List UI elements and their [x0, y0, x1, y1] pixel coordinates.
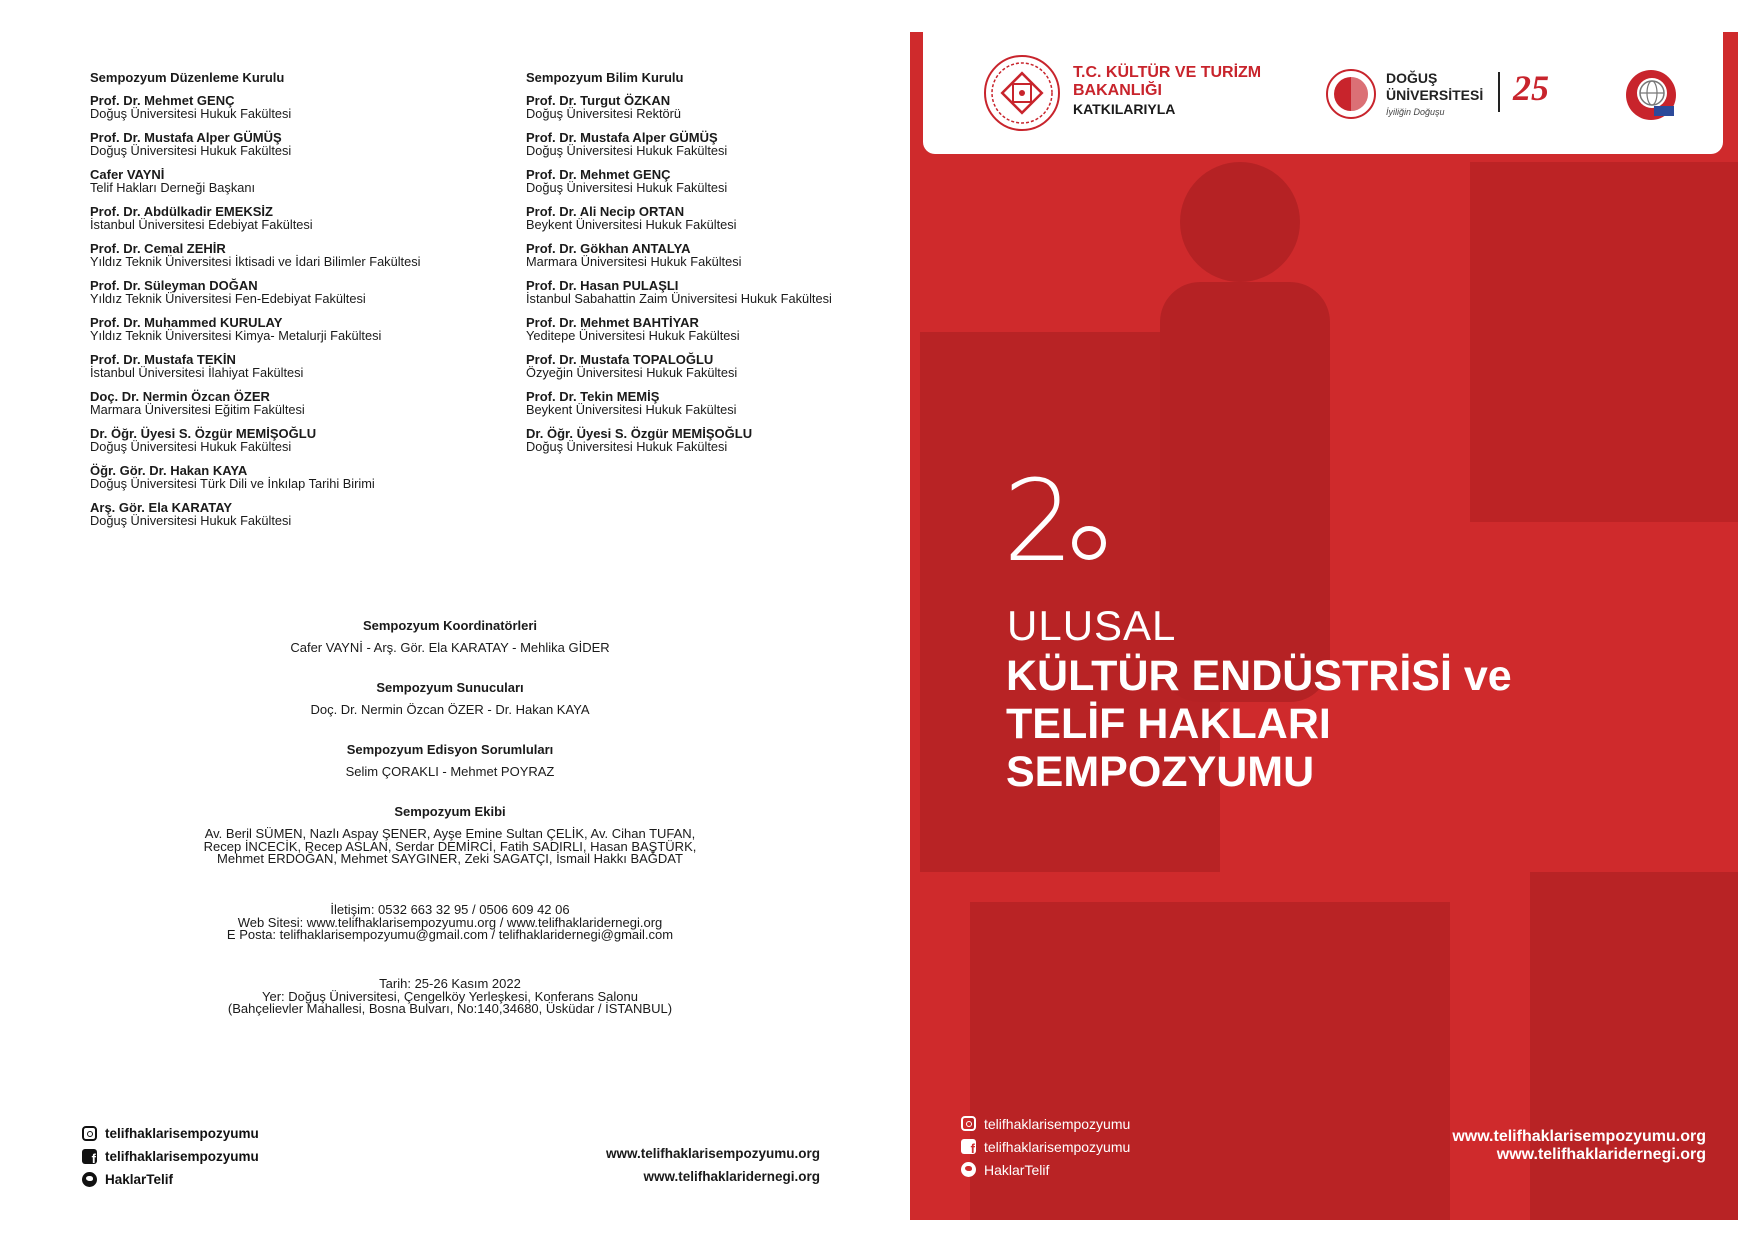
title-line: SEMPOZYUMU — [1006, 748, 1315, 796]
ordinal-dot — [1072, 526, 1106, 560]
left-websites — [606, 1142, 820, 1188]
twitter-icon — [82, 1172, 97, 1187]
member-affiliation: Telif Hakları Derneği Başkanı — [90, 179, 256, 195]
member-name: Prof. Dr. Abdülkadir EMEKSİZ — [90, 204, 273, 219]
facebook-link[interactable] — [82, 1145, 259, 1168]
committee-member — [526, 391, 906, 416]
member-affiliation: İstanbul Üniversitesi İlahiyat Fakültesi — [90, 364, 304, 380]
instagram-link[interactable] — [82, 1122, 259, 1145]
dogus-slogan: İyiliğin Doğuşu — [1386, 107, 1445, 117]
organizing-committee-list — [90, 95, 520, 527]
committee-member — [90, 502, 520, 527]
committee-member — [90, 95, 520, 120]
left-social-links — [82, 1122, 259, 1191]
right-social-links — [961, 1112, 1130, 1181]
committee-member — [526, 354, 906, 379]
logo-divider — [1498, 72, 1500, 112]
website-link-dernek[interactable]: www.telifhaklaridernegi.org — [643, 1169, 820, 1184]
member-name: Prof. Dr. Turgut ÖZKAN — [526, 93, 671, 108]
scientific-committee-title: Sempozyum Bilim Kurulu — [526, 70, 684, 85]
organizing-committee-title: Sempozyum Düzenleme Kurulu — [90, 70, 285, 85]
twitter-icon — [961, 1162, 976, 1177]
member-affiliation: Doğuş Üniversitesi Hukuk Fakültesi — [90, 105, 292, 121]
symposium-title — [1006, 652, 1512, 796]
instagram-link[interactable] — [961, 1112, 1130, 1135]
presenters-names: Doç. Dr. Nermin Özcan ÖZER - Dr. Hakan KAYA — [310, 702, 590, 717]
member-name: Prof. Dr. Süleyman DOĞAN — [90, 278, 258, 293]
committee-member — [90, 280, 520, 305]
member-name: Doç. Dr. Nermin Özcan ÖZER — [90, 389, 270, 404]
date-venue-section — [90, 978, 810, 1016]
member-name: Prof. Dr. Mehmet GENÇ — [526, 167, 671, 182]
member-affiliation: İstanbul Sabahattin Zaim Üniversitesi Hukuk Fakültesi — [526, 290, 832, 306]
edition-title: Sempozyum Edisyon Sorumluları — [346, 742, 554, 757]
coordinators-section — [90, 618, 810, 655]
twitter-handle: HaklarTelif — [105, 1172, 174, 1187]
member-affiliation: Yeditepe Üniversitesi Hukuk Fakültesi — [526, 327, 740, 343]
committee-member — [90, 428, 520, 453]
member-affiliation: Beykent Üniversitesi Hukuk Fakültesi — [526, 401, 737, 417]
event-date: Tarih: 25-26 Kasım 2022 — [379, 976, 521, 991]
member-affiliation: Yıldız Teknik Üniversitesi İktisadi ve İdari Bilimler Fakültesi — [90, 253, 421, 269]
team-line: Mehmet ERDOĞAN, Mehmet SAYGINER, Zeki SAGATÇI, İsmail Hakkı BAĞDAT — [217, 851, 683, 866]
ministry-logo-text — [1073, 64, 1261, 118]
member-name: Prof. Dr. Ali Necip ORTAN — [526, 204, 685, 219]
member-name: Prof. Dr. Mehmet GENÇ — [90, 93, 235, 108]
facebook-icon — [82, 1149, 97, 1164]
thd-logo-icon — [1624, 68, 1678, 122]
twitter-handle: HaklarTelif — [984, 1161, 1050, 1178]
member-affiliation: Doğuş Üniversitesi Hukuk Fakültesi — [526, 142, 728, 158]
committee-member — [90, 243, 520, 268]
contact-web: Web Sitesi: www.telifhaklarisempozyumu.org / www.telifhaklaridernegi.org — [237, 914, 663, 930]
committee-member — [526, 206, 906, 231]
ministry-line3: KATKILARIYLA — [1073, 101, 1176, 117]
committee-member — [90, 169, 520, 194]
ministry-emblem-icon — [983, 54, 1061, 132]
team-title: Sempozyum Ekibi — [394, 804, 506, 819]
dogus-university-logo-icon — [1325, 68, 1377, 120]
committee-member — [90, 132, 520, 157]
committee-member — [90, 354, 520, 379]
committee-member — [526, 243, 906, 268]
contact-phone: İletişim: 0532 663 32 95 / 0506 609 42 06 — [330, 902, 570, 917]
member-name: Prof. Dr. Hasan PULAŞLI — [526, 278, 679, 293]
committee-member — [526, 95, 906, 120]
edition-names: Selim ÇORAKLI - Mehmet POYRAZ — [345, 764, 555, 779]
team-section — [90, 804, 810, 866]
member-affiliation: Yıldız Teknik Üniversitesi Fen-Edebiyat Fakültesi — [90, 290, 366, 306]
coordinators-names: Cafer VAYNİ - Arş. Gör. Ela KARATAY - Mehlika GİDER — [290, 640, 610, 655]
member-affiliation: Marmara Üniversitesi Hukuk Fakültesi — [526, 253, 742, 269]
dogus-logo-text — [1386, 70, 1483, 121]
member-name: Prof. Dr. Mustafa Alper GÜMÜŞ — [526, 130, 718, 145]
member-name: Öğr. Gör. Dr. Hakan KAYA — [90, 463, 248, 478]
website-link-sempozyum[interactable]: www.telifhaklarisempozyumu.org — [605, 1146, 820, 1161]
member-affiliation: Marmara Üniversitesi Eğitim Fakültesi — [90, 401, 305, 417]
facebook-icon — [961, 1139, 976, 1154]
title-line: TELİF HAKLARI — [1006, 700, 1331, 748]
committee-member — [90, 391, 520, 416]
website-link-sempozyum[interactable]: www.telifhaklarisempozyumu.org — [1452, 1128, 1706, 1145]
committee-member — [526, 317, 906, 342]
dogus-line1: DOĞUŞ — [1386, 70, 1438, 86]
presenters-title: Sempozyum Sunucuları — [376, 680, 524, 695]
instagram-icon — [82, 1126, 97, 1141]
instagram-handle: telifhaklarisempozyumu — [105, 1126, 259, 1141]
organizing-committee — [90, 70, 520, 539]
partner-logos-header — [923, 32, 1723, 154]
member-name: Prof. Dr. Mehmet BAHTİYAR — [526, 315, 699, 330]
member-name: Cafer VAYNİ — [90, 167, 165, 182]
cover-page — [910, 32, 1738, 1220]
dogus-line2: ÜNİVERSİTESİ — [1386, 87, 1484, 103]
event-address: (Bahçelievler Mahallesi, Bosna Bulvarı, No:140,34680, Üsküdar / İSTANBUL) — [227, 1001, 673, 1016]
scientific-committee — [526, 70, 906, 465]
scientific-committee-list — [526, 95, 906, 453]
instagram-handle: telifhaklarisempozyumu — [984, 1115, 1131, 1132]
twitter-link[interactable] — [961, 1158, 1130, 1181]
member-affiliation: Doğuş Üniversitesi Hukuk Fakültesi — [90, 142, 292, 158]
contact-section — [90, 904, 810, 942]
member-affiliation: Doğuş Üniversitesi Rektörü — [526, 105, 682, 121]
committee-member — [90, 206, 520, 231]
member-name: Prof. Dr. Tekin MEMİŞ — [526, 389, 660, 404]
contact-email: E Posta: telifhaklarisempozyumu@gmail.com / telifhaklaridernegi@gmail.com — [226, 927, 674, 942]
member-affiliation: Doğuş Üniversitesi Türk Dili ve İnkılap Tarihi Birimi — [90, 475, 375, 491]
committee-member — [90, 465, 520, 490]
member-name: Prof. Dr. Muhammed KURULAY — [90, 315, 283, 330]
presenters-section — [90, 680, 810, 717]
member-name: Prof. Dr. Gökhan ANTALYA — [526, 241, 691, 256]
committee-member — [526, 132, 906, 157]
member-affiliation: Doğuş Üniversitesi Hukuk Fakültesi — [90, 438, 292, 454]
national-label: ULUSAL — [1007, 602, 1177, 649]
edition-number — [1003, 457, 1106, 587]
title-line: KÜLTÜR ENDÜSTRİSİ ve — [1006, 652, 1512, 700]
committee-member — [526, 169, 906, 194]
facebook-handle: telifhaklarisempozyumu — [105, 1149, 259, 1164]
member-name: Dr. Öğr. Üyesi S. Özgür MEMİŞOĞLU — [526, 426, 753, 441]
team-line: Av. Beril SÜMEN, Nazlı Aspay ŞENER, Ayşe Emine Sultan ÇELİK, Av. Cihan TUFAN, — [204, 826, 696, 841]
ministry-line1: T.C. KÜLTÜR VE TURİZM — [1073, 64, 1262, 81]
member-affiliation: Doğuş Üniversitesi Hukuk Fakültesi — [90, 512, 292, 528]
member-affiliation: Doğuş Üniversitesi Hukuk Fakültesi — [526, 179, 728, 195]
facebook-handle: telifhaklarisempozyumu — [984, 1138, 1131, 1155]
event-venue: Yer: Doğuş Üniversitesi, Çengelköy Yerleşkesi, Konferans Salonu — [261, 988, 638, 1004]
member-affiliation: Beykent Üniversitesi Hukuk Fakültesi — [526, 216, 737, 232]
member-affiliation: Doğuş Üniversitesi Hukuk Fakültesi — [526, 438, 728, 454]
member-name: Prof. Dr. Mustafa TEKİN — [90, 352, 236, 367]
edition-number-digit: 2 — [1003, 457, 1071, 587]
member-name: Dr. Öğr. Üyesi S. Özgür MEMİŞOĞLU — [90, 426, 317, 441]
member-affiliation: Yıldız Teknik Üniversitesi Kimya- Metalurji Fakültesi — [90, 327, 382, 343]
ministry-line2: BAKANLIĞI — [1073, 82, 1162, 99]
committee-member — [526, 428, 906, 453]
member-affiliation: Özyeğin Üniversitesi Hukuk Fakültesi — [526, 364, 738, 380]
website-link-dernek[interactable]: www.telifhaklaridernegi.org — [1496, 1146, 1706, 1163]
member-name: Arş. Gör. Ela KARATAY — [90, 500, 233, 515]
committee-member — [90, 317, 520, 342]
coordinators-title: Sempozyum Koordinatörleri — [362, 618, 538, 633]
right-websites — [1452, 1128, 1706, 1164]
facebook-link[interactable] — [961, 1135, 1130, 1158]
member-name: Prof. Dr. Mustafa TOPALOĞLU — [526, 352, 714, 367]
committee-member — [526, 280, 906, 305]
anniversary-badge: 25 — [1513, 68, 1549, 108]
member-affiliation: İstanbul Üniversitesi Edebiyat Fakültesi — [90, 216, 313, 232]
member-name: Prof. Dr. Cemal ZEHİR — [90, 241, 226, 256]
edition-section — [90, 742, 810, 779]
instagram-icon — [961, 1116, 976, 1131]
twitter-link[interactable] — [82, 1168, 259, 1191]
team-line: Recep İNCECİK, Recep ASLAN, Serdar DEMİRCİ, Fatih SADIRLI, Hasan BAŞTÜRK, — [203, 838, 697, 854]
member-name: Prof. Dr. Mustafa Alper GÜMÜŞ — [90, 130, 282, 145]
